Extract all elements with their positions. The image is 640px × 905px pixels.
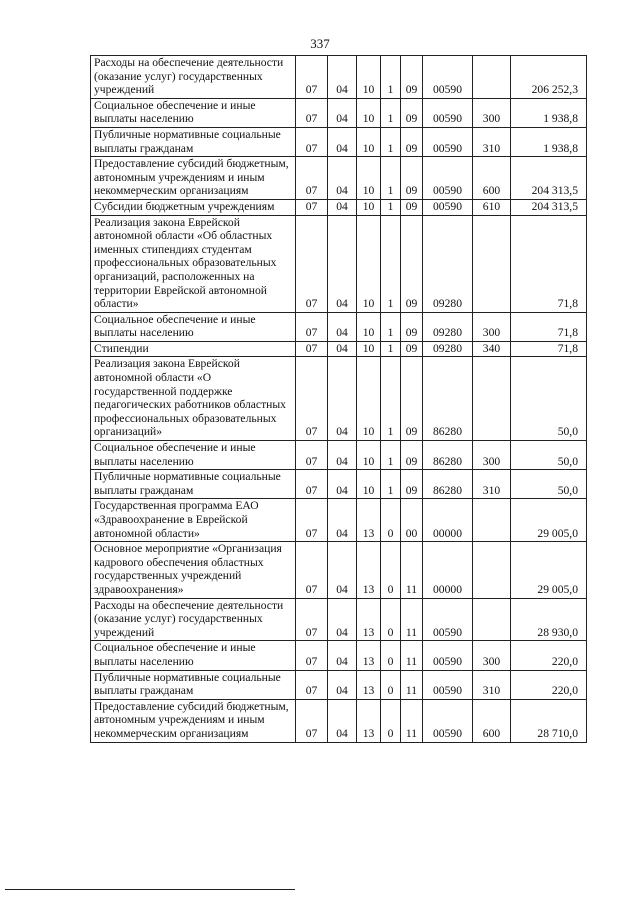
measure-code-cell: 09 [401, 357, 423, 441]
subprogram-code-cell: 1 [381, 199, 401, 215]
table-body [91, 56, 587, 743]
program-code-cell: 10 [357, 441, 381, 470]
section-code-cell: 07 [296, 598, 328, 641]
row-name-cell: Реализация закона Еврейской автономной области «О государственной поддержке педагогических работников областных профессиональных образовательных организаций» [91, 357, 296, 441]
subprogram-code-cell: 1 [381, 312, 401, 341]
direction-code-cell: 00590 [423, 98, 473, 127]
expense-type-cell [473, 215, 511, 312]
table-row [91, 499, 587, 542]
amount-cell: 29 005,0 [511, 542, 587, 598]
direction-code-cell: 00590 [423, 699, 473, 742]
subprogram-code-cell: 0 [381, 499, 401, 542]
table-row [91, 98, 587, 127]
subprogram-code-cell: 0 [381, 542, 401, 598]
subsection-code-cell: 04 [328, 598, 357, 641]
section-code-cell: 07 [296, 215, 328, 312]
table-row [91, 157, 587, 200]
row-name-cell: Государственная программа ЕАО «Здравоохранение в Еврейской автономной области» [91, 499, 296, 542]
row-name-cell: Социальное обеспечение и иные выплаты населению [91, 641, 296, 670]
table-row [91, 542, 587, 598]
subprogram-code-cell: 0 [381, 699, 401, 742]
subprogram-code-cell: 1 [381, 98, 401, 127]
measure-code-cell: 09 [401, 98, 423, 127]
subprogram-code-cell: 0 [381, 670, 401, 699]
table-row [91, 312, 587, 341]
section-code-cell: 07 [296, 470, 328, 499]
measure-code-cell: 09 [401, 157, 423, 200]
row-name-cell: Публичные нормативные социальные выплаты гражданам [91, 670, 296, 699]
subsection-code-cell: 04 [328, 215, 357, 312]
direction-code-cell: 00000 [423, 542, 473, 598]
section-code-cell: 07 [296, 56, 328, 99]
amount-cell: 50,0 [511, 357, 587, 441]
direction-code-cell: 00590 [423, 199, 473, 215]
subprogram-code-cell: 1 [381, 441, 401, 470]
expense-type-cell: 300 [473, 641, 511, 670]
table-row [91, 357, 587, 441]
expense-type-cell [473, 542, 511, 598]
direction-code-cell: 00590 [423, 127, 473, 156]
amount-cell: 220,0 [511, 670, 587, 699]
footer-rule [5, 889, 295, 890]
row-name-cell: Социальное обеспечение и иные выплаты населению [91, 312, 296, 341]
expense-type-cell: 610 [473, 199, 511, 215]
section-code-cell: 07 [296, 157, 328, 200]
section-code-cell: 07 [296, 127, 328, 156]
program-code-cell: 10 [357, 157, 381, 200]
subsection-code-cell: 04 [328, 157, 357, 200]
amount-cell: 28 930,0 [511, 598, 587, 641]
table-row [91, 56, 587, 99]
expense-type-cell: 310 [473, 127, 511, 156]
direction-code-cell: 09280 [423, 341, 473, 357]
subsection-code-cell: 04 [328, 641, 357, 670]
section-code-cell: 07 [296, 341, 328, 357]
table-row [91, 199, 587, 215]
subsection-code-cell: 04 [328, 56, 357, 99]
section-code-cell: 07 [296, 641, 328, 670]
amount-cell: 50,0 [511, 470, 587, 499]
amount-cell: 71,8 [511, 312, 587, 341]
amount-cell: 28 710,0 [511, 699, 587, 742]
expense-type-cell: 300 [473, 312, 511, 341]
page-number: 337 [310, 36, 330, 51]
section-code-cell: 07 [296, 98, 328, 127]
section-code-cell: 07 [296, 199, 328, 215]
measure-code-cell: 09 [401, 470, 423, 499]
subsection-code-cell: 04 [328, 127, 357, 156]
subprogram-code-cell: 0 [381, 598, 401, 641]
section-code-cell: 07 [296, 670, 328, 699]
expense-type-cell: 300 [473, 98, 511, 127]
amount-cell: 71,8 [511, 341, 587, 357]
budget-table [90, 55, 587, 743]
subsection-code-cell: 04 [328, 357, 357, 441]
program-code-cell: 10 [357, 127, 381, 156]
subsection-code-cell: 04 [328, 312, 357, 341]
table-row [91, 441, 587, 470]
row-name-cell: Расходы на обеспечение деятельности (оказание услуг) государственных учреждений [91, 598, 296, 641]
measure-code-cell: 09 [401, 341, 423, 357]
expense-type-cell: 300 [473, 441, 511, 470]
subprogram-code-cell: 1 [381, 56, 401, 99]
expense-type-cell [473, 598, 511, 641]
expense-type-cell: 600 [473, 699, 511, 742]
amount-cell: 220,0 [511, 641, 587, 670]
amount-cell: 71,8 [511, 215, 587, 312]
table-row [91, 670, 587, 699]
section-code-cell: 07 [296, 357, 328, 441]
table-row [91, 699, 587, 742]
table-row [91, 127, 587, 156]
direction-code-cell: 09280 [423, 312, 473, 341]
section-code-cell: 07 [296, 499, 328, 542]
program-code-cell: 13 [357, 699, 381, 742]
subsection-code-cell: 04 [328, 499, 357, 542]
section-code-cell: 07 [296, 441, 328, 470]
direction-code-cell: 09280 [423, 215, 473, 312]
expense-type-cell [473, 499, 511, 542]
program-code-cell: 10 [357, 341, 381, 357]
row-name-cell: Социальное обеспечение и иные выплаты населению [91, 98, 296, 127]
direction-code-cell: 00590 [423, 641, 473, 670]
amount-cell: 204 313,5 [511, 157, 587, 200]
subsection-code-cell: 04 [328, 699, 357, 742]
measure-code-cell: 11 [401, 542, 423, 598]
subprogram-code-cell: 1 [381, 357, 401, 441]
measure-code-cell: 11 [401, 670, 423, 699]
section-code-cell: 07 [296, 312, 328, 341]
row-name-cell: Публичные нормативные социальные выплаты гражданам [91, 127, 296, 156]
subprogram-code-cell: 1 [381, 341, 401, 357]
row-name-cell: Основное мероприятие «Организация кадрового обеспечения областных государственных учреждений здравоохранения» [91, 542, 296, 598]
amount-cell: 50,0 [511, 441, 587, 470]
row-name-cell: Предоставление субсидий бюджетным, автономным учреждениям и иным некоммерческим организациям [91, 699, 296, 742]
direction-code-cell: 00590 [423, 56, 473, 99]
measure-code-cell: 11 [401, 699, 423, 742]
subprogram-code-cell: 1 [381, 470, 401, 499]
table-row [91, 215, 587, 312]
measure-code-cell: 11 [401, 641, 423, 670]
program-code-cell: 10 [357, 357, 381, 441]
program-code-cell: 10 [357, 98, 381, 127]
subsection-code-cell: 04 [328, 199, 357, 215]
expense-type-cell [473, 357, 511, 441]
table-row [91, 598, 587, 641]
amount-cell: 206 252,3 [511, 56, 587, 99]
direction-code-cell: 86280 [423, 357, 473, 441]
measure-code-cell: 09 [401, 127, 423, 156]
measure-code-cell: 09 [401, 312, 423, 341]
table-row [91, 470, 587, 499]
direction-code-cell: 00590 [423, 598, 473, 641]
program-code-cell: 13 [357, 542, 381, 598]
row-name-cell: Расходы на обеспечение деятельности (оказание услуг) государственных учреждений [91, 56, 296, 99]
expense-type-cell: 600 [473, 157, 511, 200]
program-code-cell: 10 [357, 199, 381, 215]
row-name-cell: Публичные нормативные социальные выплаты гражданам [91, 470, 296, 499]
program-code-cell: 13 [357, 499, 381, 542]
program-code-cell: 13 [357, 641, 381, 670]
direction-code-cell: 00000 [423, 499, 473, 542]
row-name-cell: Стипендии [91, 341, 296, 357]
subprogram-code-cell: 1 [381, 215, 401, 312]
subsection-code-cell: 04 [328, 98, 357, 127]
measure-code-cell: 09 [401, 199, 423, 215]
amount-cell: 1 938,8 [511, 98, 587, 127]
program-code-cell: 10 [357, 312, 381, 341]
section-code-cell: 07 [296, 542, 328, 598]
subprogram-code-cell: 1 [381, 157, 401, 200]
program-code-cell: 13 [357, 670, 381, 699]
amount-cell: 204 313,5 [511, 199, 587, 215]
row-name-cell: Социальное обеспечение и иные выплаты населению [91, 441, 296, 470]
row-name-cell: Реализация закона Еврейской автономной области «Об областных именных стипендиях студентам профессиональных образовательных организаций, расположенных на территории Еврейской автономной области» [91, 215, 296, 312]
amount-cell: 29 005,0 [511, 499, 587, 542]
measure-code-cell: 11 [401, 598, 423, 641]
table-row [91, 341, 587, 357]
direction-code-cell: 00590 [423, 670, 473, 699]
row-name-cell: Субсидии бюджетным учреждениям [91, 199, 296, 215]
measure-code-cell: 09 [401, 441, 423, 470]
expense-type-cell: 310 [473, 670, 511, 699]
subsection-code-cell: 04 [328, 470, 357, 499]
subsection-code-cell: 04 [328, 542, 357, 598]
direction-code-cell: 86280 [423, 441, 473, 470]
expense-type-cell [473, 56, 511, 99]
program-code-cell: 10 [357, 56, 381, 99]
subsection-code-cell: 04 [328, 441, 357, 470]
program-code-cell: 10 [357, 470, 381, 499]
direction-code-cell: 86280 [423, 470, 473, 499]
row-name-cell: Предоставление субсидий бюджетным, автономным учреждениям и иным некоммерческим организациям [91, 157, 296, 200]
subsection-code-cell: 04 [328, 341, 357, 357]
direction-code-cell: 00590 [423, 157, 473, 200]
expense-type-cell: 310 [473, 470, 511, 499]
section-code-cell: 07 [296, 699, 328, 742]
measure-code-cell: 00 [401, 499, 423, 542]
subprogram-code-cell: 0 [381, 641, 401, 670]
measure-code-cell: 09 [401, 56, 423, 99]
expense-type-cell: 340 [473, 341, 511, 357]
table-row [91, 641, 587, 670]
program-code-cell: 13 [357, 598, 381, 641]
amount-cell: 1 938,8 [511, 127, 587, 156]
subsection-code-cell: 04 [328, 670, 357, 699]
program-code-cell: 10 [357, 215, 381, 312]
subprogram-code-cell: 1 [381, 127, 401, 156]
measure-code-cell: 09 [401, 215, 423, 312]
